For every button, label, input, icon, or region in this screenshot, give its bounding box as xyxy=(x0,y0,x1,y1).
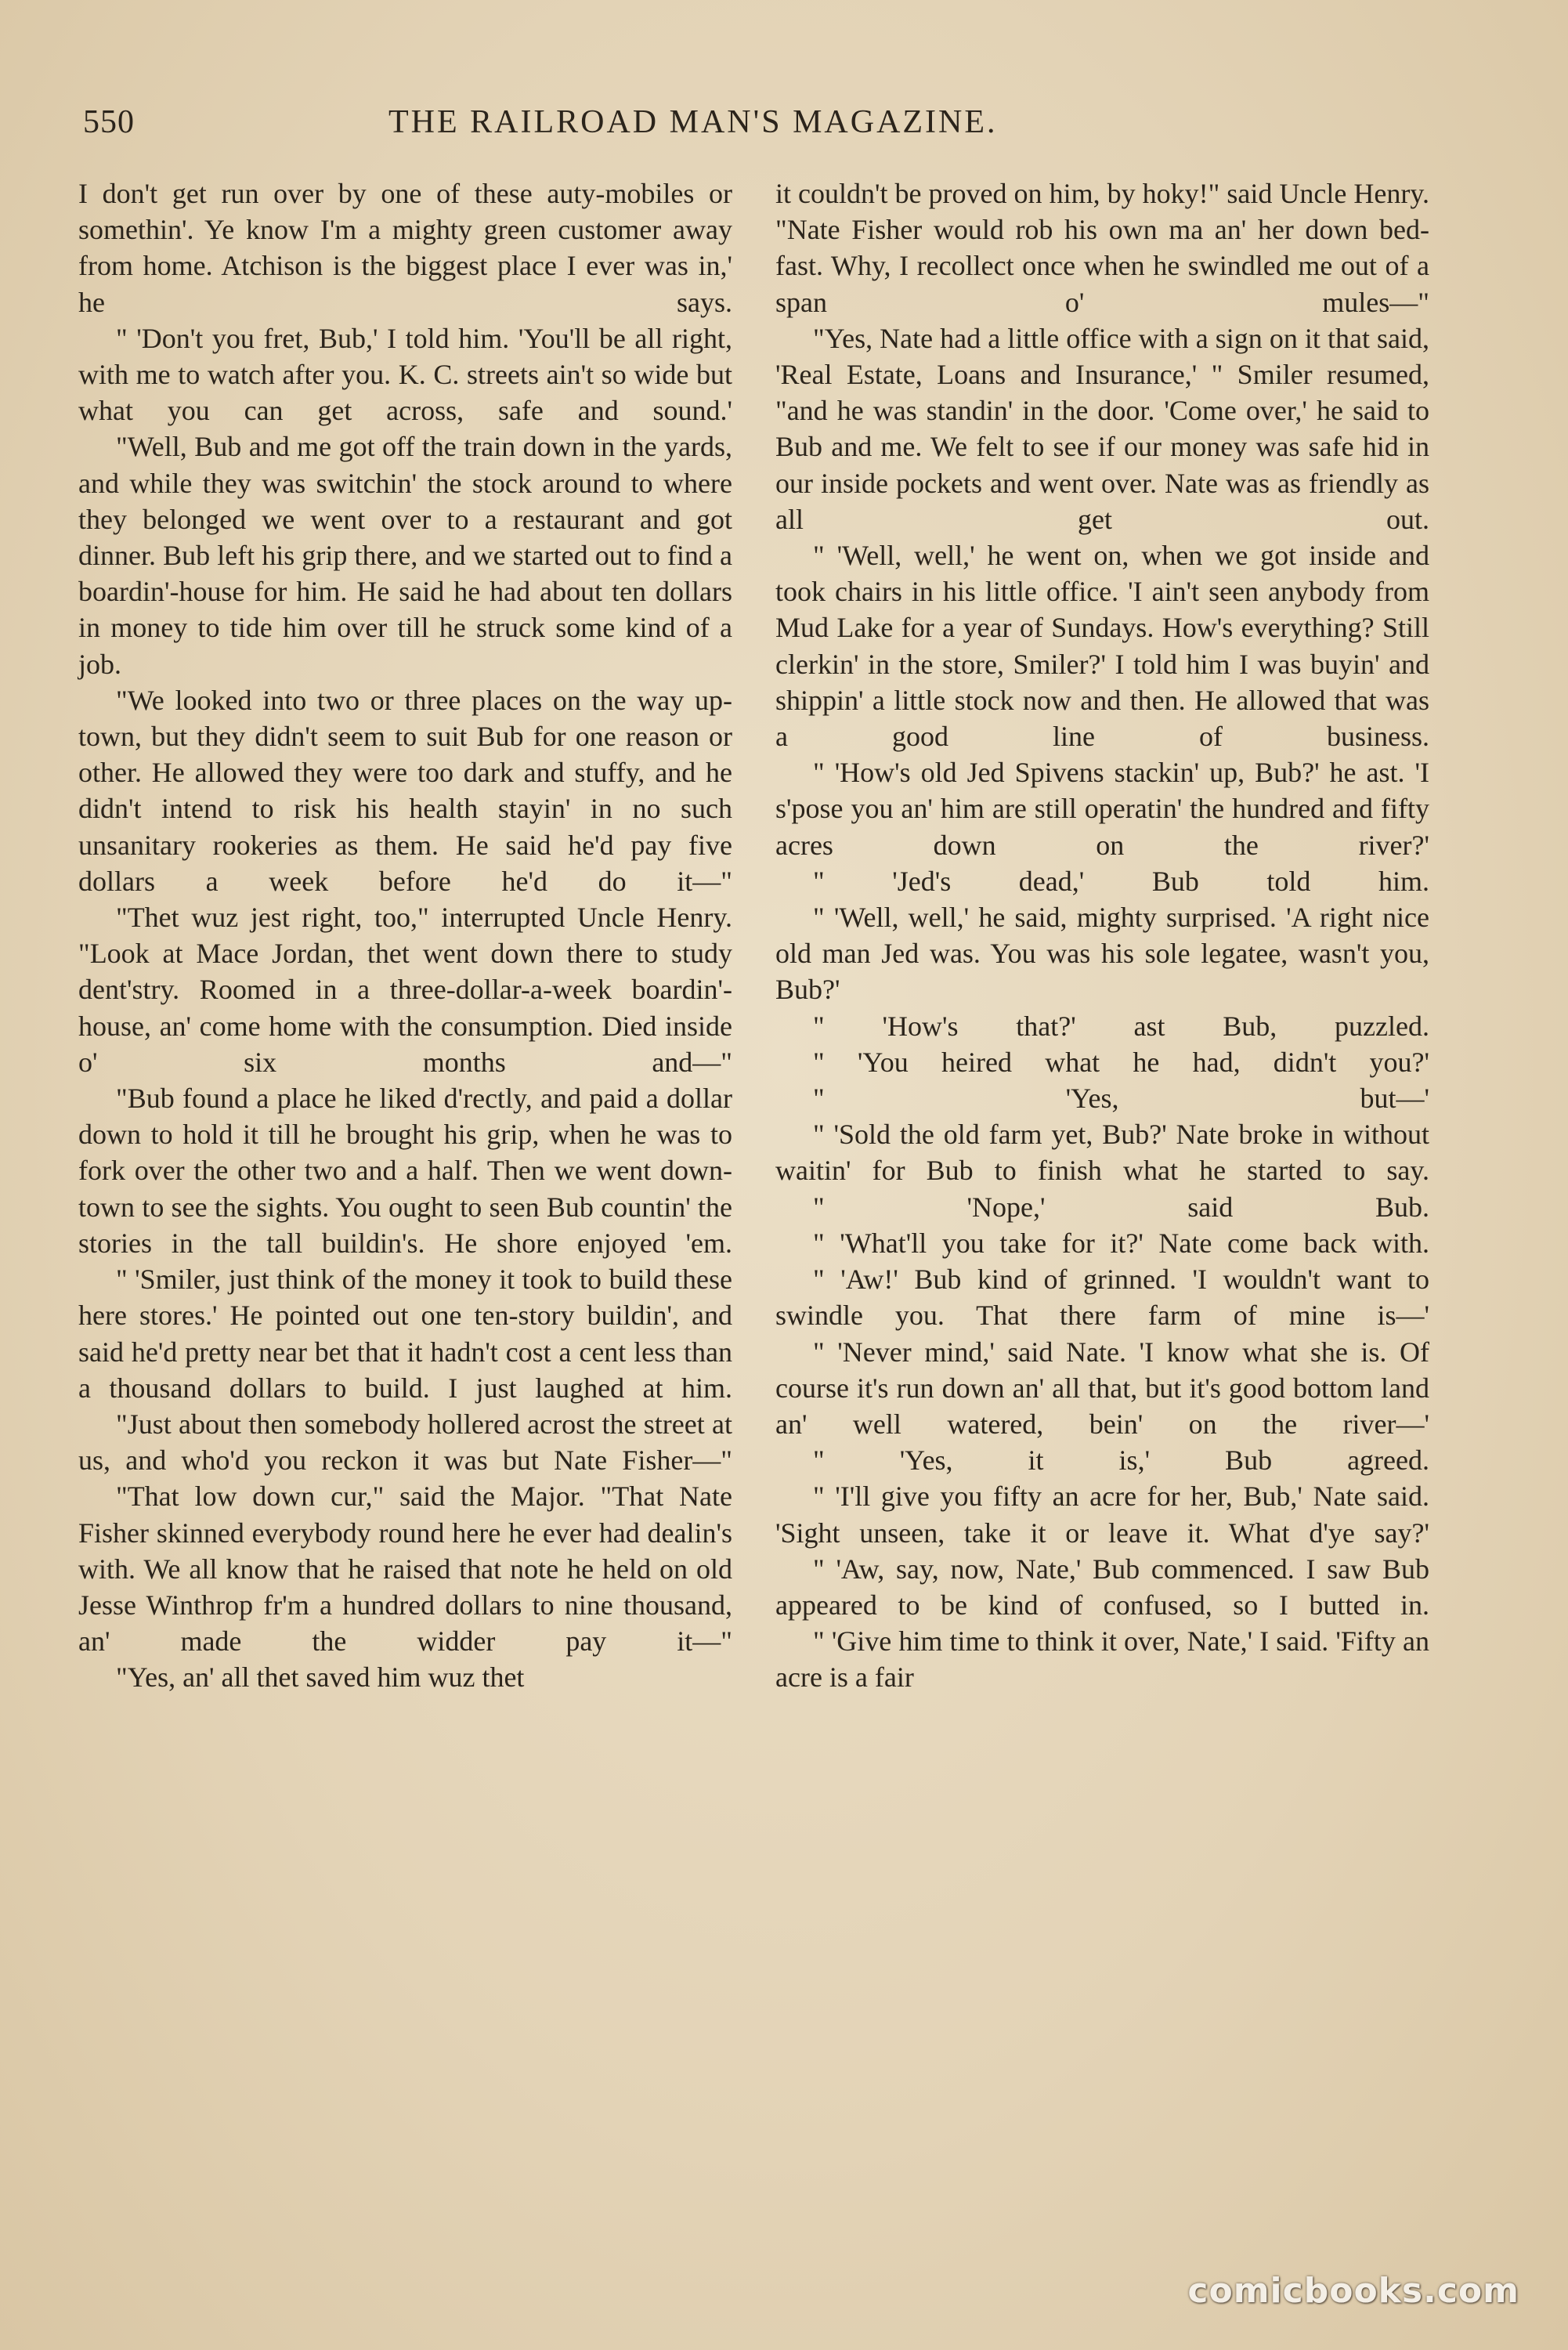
paragraph: " 'How's that?' ast Bub, puzzled. xyxy=(813,1010,1429,1042)
paragraph: " 'I'll give you fifty an acre for her, Bub,' Nate said. 'Sight unseen, take it or leave it. What d'ye say?' xyxy=(775,1480,1429,1549)
paragraph: "Yes, an' all thet saved him wuz thet xyxy=(116,1661,525,1694)
paragraph: " 'Aw!' Bub kind of grinned. 'I wouldn't want to swindle you. That there farm of mine is—' xyxy=(775,1264,1429,1332)
paragraph: " 'Sold the old farm yet, Bub?' Nate broke in without waitin' for Bub to finish what he started to say. xyxy=(775,1119,1429,1187)
page-number: 550 xyxy=(83,104,135,140)
paragraph: " 'Don't you fret, Bub,' I told him. 'You'll be all right, with me to watch after you. K. C. streets ain't so wide but what you can get across, safe and sound.' xyxy=(78,322,732,427)
paragraph: "That low down cur," said the Major. "That Nate Fisher skinned everybody round here he ever had dealin's with. We all know that he raised that note he held on old Jesse Winthrop fr'm a hundred dollars to nine thousand, an' made the widder pay it—" xyxy=(78,1480,732,1658)
paragraph: " 'Jed's dead,' Bub told him. xyxy=(813,865,1429,897)
paragraph: "We looked into two or three places on the way up-town, but they didn't seem to suit Bub for one reason or other. He allowed they were too dark and stuffy, and he didn't intend to risk his health stayin' in no such unsanitary rookeries as them. He said he'd pay five dollars a week before he'd do it—" xyxy=(78,684,732,897)
paragraph: "Just about then somebody hollered acrost the street at us, and who'd you reckon it was but Nate Fisher—" xyxy=(78,1408,732,1477)
paragraph: " 'What'll you take for it?' Nate come back with. xyxy=(813,1227,1429,1259)
paragraph: " 'Aw, say, now, Nate,' Bub commenced. I saw Bub appeared to be kind of confused, so I butted in. xyxy=(775,1553,1429,1621)
right-column xyxy=(775,175,1429,1696)
paragraph: " 'Never mind,' said Nate. 'I know what she is. Of course it's run down an' all that, but it's good bottom land an' well watered, bein' on the river—' xyxy=(775,1336,1429,1440)
page-header xyxy=(83,103,1493,150)
paragraph: " 'Give him time to think it over, Nate,' I said. 'Fifty an acre is a fair xyxy=(775,1625,1429,1694)
site-watermark: comicbooks.com xyxy=(1187,2271,1519,2311)
paragraph: " 'Smiler, just think of the money it took to build these here stores.' He pointed out one ten-story buildin', and said he'd pretty near bet that it hadn't cost a cent less than a thousand dollars to build. I just laughed at him. xyxy=(78,1264,732,1404)
paragraph: "Yes, Nate had a little office with a sign on it that said, 'Real Estate, Loans and Insurance,' " Smiler resumed, "and he was standin' in the door. 'Come over,' he said to Bub and me. We felt to see if our money was safe hid in our inside pockets and went over. Nate was as friendly as all get out. xyxy=(775,322,1429,535)
paragraph: "Thet wuz jest right, too," interrupted Uncle Henry. "Look at Mace Jordan, thet went down there to study dent'stry. Roomed in a three-dollar-a-week boardin'-house, an' come home with the consumption. Died inside o' six months and—" xyxy=(78,902,732,1078)
paragraph: " 'Nope,' said Bub. xyxy=(813,1191,1429,1223)
paragraph: " 'You heired what he had, didn't you?' xyxy=(813,1046,1429,1078)
paragraph: " 'Yes, but—' xyxy=(813,1083,1429,1115)
paragraph: "Well, Bub and me got off the train down in the yards, and while they was switchin' the stock around to where they belonged we went over to a restaurant and got dinner. Bub left his grip there, and we started out to find a boardin'-house for him. He said he had about ten dollars in money to tide him over till he struck some kind of a job. xyxy=(78,431,732,680)
paragraph: " 'Yes, it is,' Bub agreed. xyxy=(813,1444,1429,1477)
paragraph: I don't get run over by one of these auty-mobiles or somethin'. Ye know I'm a mighty green customer away from home. Atchison is the biggest place I ever was in,' he says. xyxy=(78,178,732,318)
paragraph: " 'How's old Jed Spivens stackin' up, Bub?' he ast. 'I s'pose you an' him are still operatin' the hundred and fifty acres down on the river?' xyxy=(775,757,1429,861)
paragraph: " 'Well, well,' he went on, when we got inside and took chairs in his little office. 'I ain't seen anybody from Mud Lake for a year of Sundays. How's everything? Still clerkin' in the store, Smiler?' I told him I was buyin' and shippin' a little stock now and then. He allowed that was a good line of business. xyxy=(775,540,1429,753)
paragraph: it couldn't be proved on him, by hoky!" said Uncle Henry. "Nate Fisher would rob his own ma an' her down bed-fast. Why, I recollect once when he swindled me out of a span o' mules—" xyxy=(775,178,1429,318)
paragraph: "Bub found a place he liked d'rectly, and paid a dollar down to hold it till he brought his grip, when he was to fork over the other two and a half. Then we went down-town to see the sights. You ought to seen Bub countin' the stories in the tall buildin's. He shore enjoyed 'em. xyxy=(78,1083,732,1259)
running-title: THE RAILROAD MAN'S MAGAZINE. xyxy=(388,104,998,140)
left-column xyxy=(78,175,732,1696)
paragraph: " 'Well, well,' he said, mighty surprised. 'A right nice old man Jed was. You was his sole legatee, wasn't you, Bub?' xyxy=(775,902,1429,1006)
